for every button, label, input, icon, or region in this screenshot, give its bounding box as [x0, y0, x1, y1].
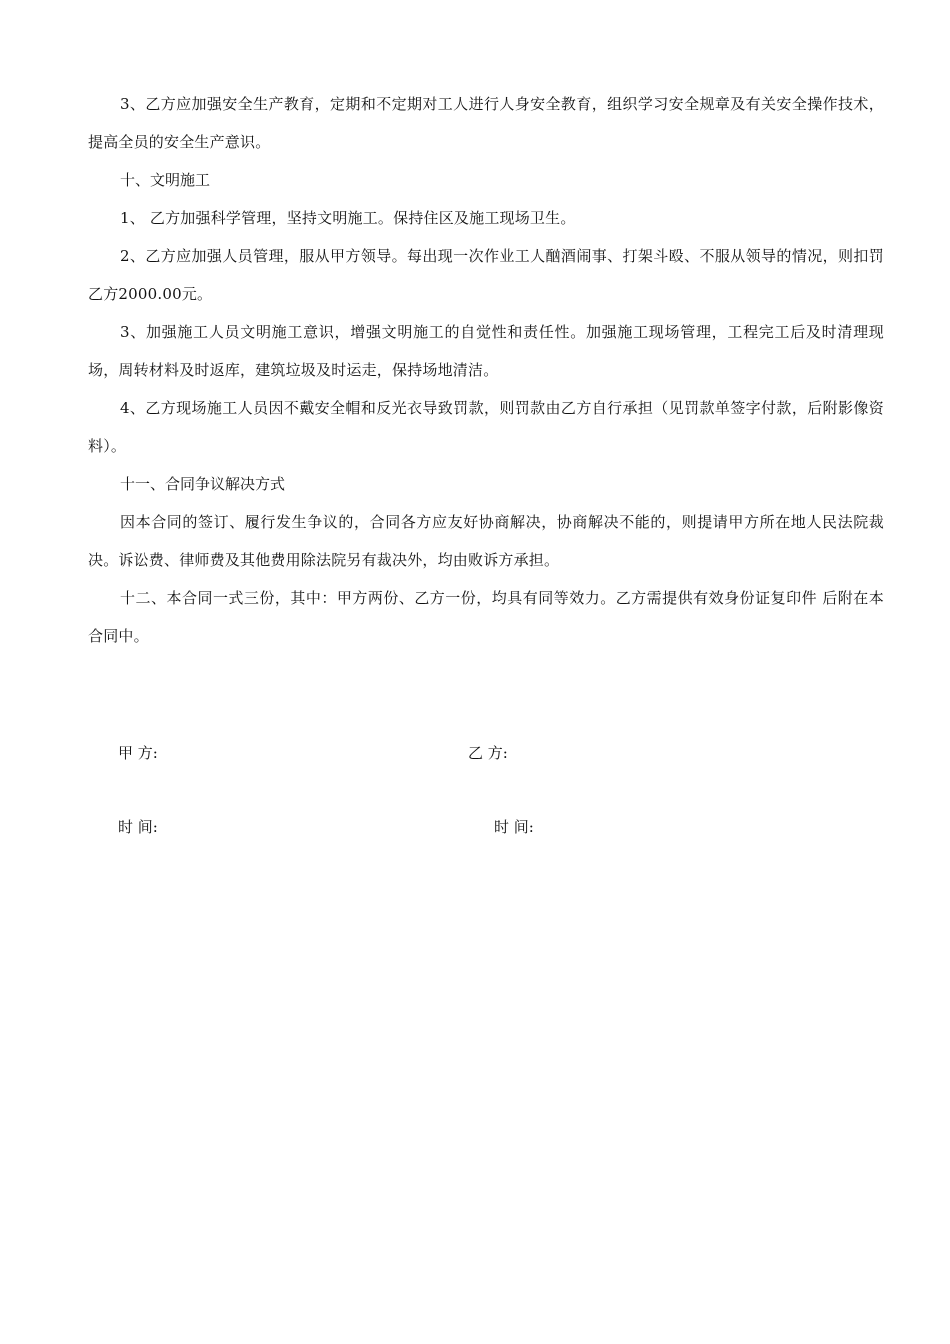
clause-safety-education: 3、乙方应加强安全生产教育，定期和不定期对工人进行人身安全教育，组织学习安全规章及有关安全操作技术，提高全员的安全生产意识。 — [88, 95, 884, 151]
section-heading-dispute-resolution: 十一、合同争议解决方式 — [120, 475, 286, 493]
clause-dispute: 因本合同的签订、履行发生争议的，合同各方应友好协商解决，协商解决不能的，则提请甲方所在地人民法院裁决。诉讼费、律师费及其他费用除法院另有裁决外，均由败诉方承担。 — [88, 513, 884, 569]
party-b-label: 乙 方: — [468, 744, 508, 762]
clause-contract-copies: 十二、本合同一式三份，其中：甲方两份、乙方一份，均具有同等效力。乙方需提供有效身份证复印件 后附在本合同中。 — [88, 589, 884, 645]
clause-civil-management: 1、 乙方加强科学管理，坚持文明施工。保持住区及施工现场卫生。 — [120, 209, 576, 227]
date-a-label: 时 间: — [118, 818, 158, 836]
date-b-label: 时 间: — [494, 818, 534, 836]
section-heading-civilized-construction: 十、文明施工 — [120, 171, 211, 189]
clause-personnel-management: 2、乙方应加强人员管理，服从甲方领导。每出现一次作业工人酗酒闹事、打架斗殴、不服从领导的情况，则扣罚乙方2000.00元。 — [88, 247, 884, 303]
party-a-label: 甲 方: — [118, 744, 158, 762]
clause-site-cleanliness: 3、加强施工人员文明施工意识，增强文明施工的自觉性和责任性。加强施工现场管理，工程完工后及时清理现场，周转材料及时返库，建筑垃圾及时运走，保持场地清洁。 — [88, 323, 884, 379]
clause-helmet-fines: 4、乙方现场施工人员因不戴安全帽和反光衣导致罚款，则罚款由乙方自行承担（见罚款单签字付款，后附影像资料）。 — [88, 399, 884, 455]
